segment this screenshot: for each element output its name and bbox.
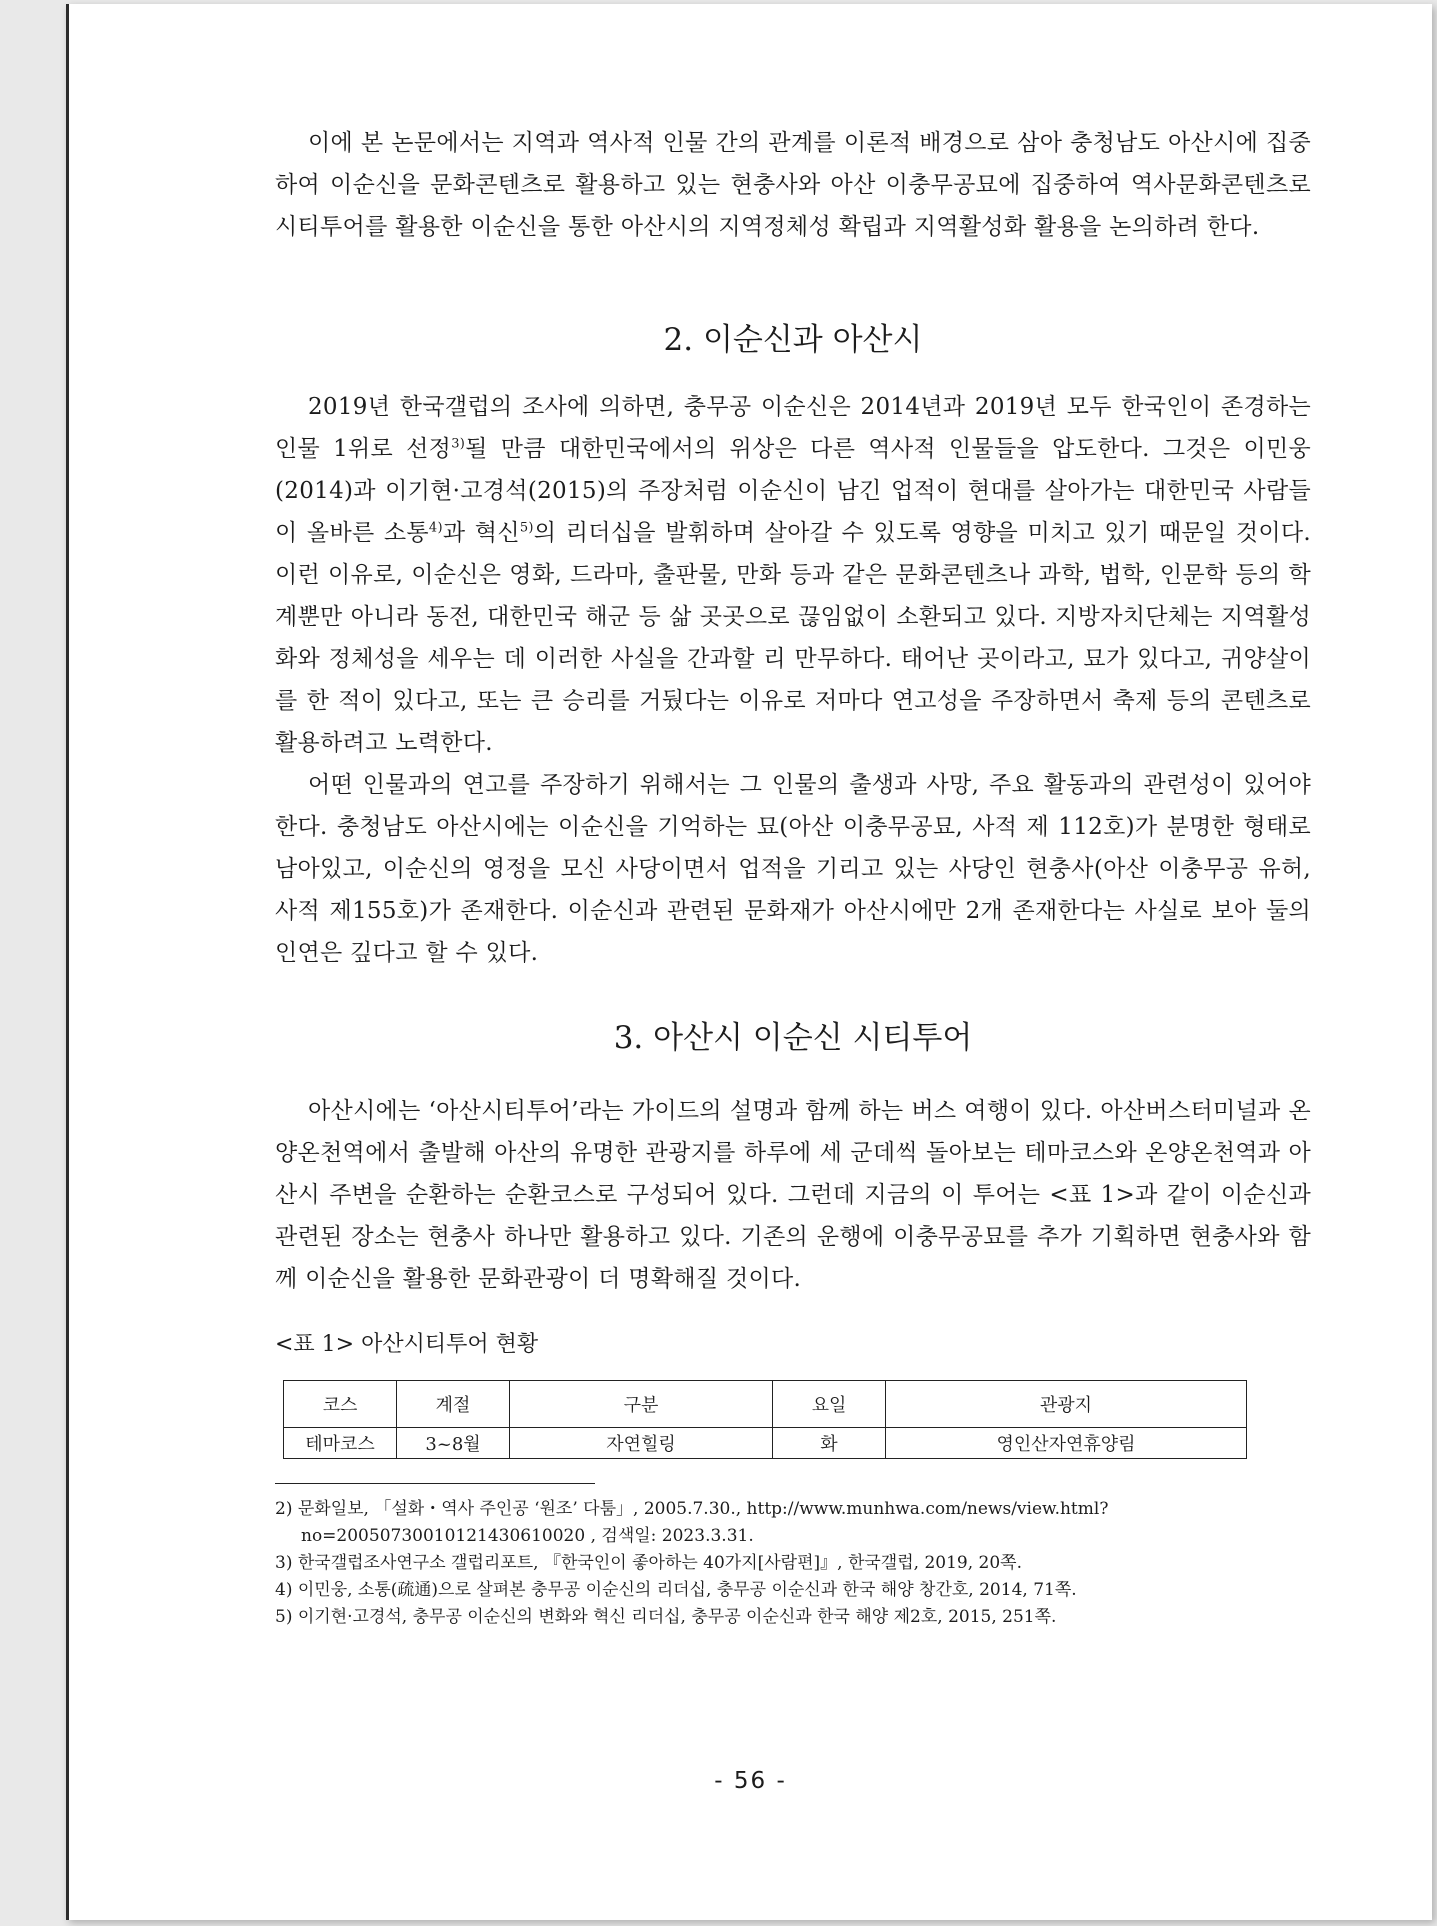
table-header-cell: 관광지 xyxy=(886,1381,1247,1428)
table-cell: 영인산자연휴양림 xyxy=(886,1428,1247,1459)
text-run: 2019년 한국갤럽의 조사에 의하면, 충무공 이순신은 2014년과 2019년 모두 한국인이 존경하는 인물 1위로 선정 xyxy=(275,394,1311,462)
table-header-cell: 계절 xyxy=(397,1381,510,1428)
table-header-cell: 구분 xyxy=(510,1381,773,1428)
section-heading-3: 3. 아산시 이순신 시티투어 xyxy=(613,1020,973,1056)
section2-paragraph-2: 어떤 인물과의 연고를 주장하기 위해서는 그 인물의 출생과 사망, 주요 활동과의 관련성이 있어야 한다. 충청남도 아산시에는 이순신을 기억하는 묘(아산 이충무공묘, 사적 제 112호)가 분명한 형태로 남아있고, 이순신의 영정을 모신 사당이면서 업적을 기리고 있는 사당인 현충사(아산 이충무공 유허, 사적 제155호)가 존재한다. 이순신과 관련된 문화재가 아산시에만 2개 존재한다는 사실로 보아 둘의 인연은 깊다고 할 수 있다. xyxy=(275,772,1311,966)
footnote-ref-5[interactable]: 5) xyxy=(519,520,534,536)
table-cell: 테마코스 xyxy=(284,1428,397,1459)
section3-paragraph-1: 아산시에는 ‘아산시티투어’라는 가이드의 설명과 함께 하는 버스 여행이 있다. 아산버스터미널과 온양온천역에서 출발해 아산의 유명한 관광지를 하루에 세 군데씩 돌아보는 테마코스와 온양온천역과 아산시 주변을 순환하는 순환코스로 구성되어 있다. 그런데 지금의 이 투어는 <표 1>과 같이 이순신과 관련된 장소는 현충사 하나만 활용하고 있다. 기존의 운행에 이충무공묘를 추가 기획하면 현충사와 함께 이순신을 활용한 문화관광이 더 명확해질 것이다. xyxy=(275,1098,1311,1292)
text-run: 의 리더십을 발휘하며 살아갈 수 있도록 영향을 미치고 있기 때문일 것이다. 이런 이유로, 이순신은 영화, 드라마, 출판물, 만화 등과 같은 문화콘텐츠나 과학, 법학, 인문학 등의 학계뿐만 아니라 동전, 대한민국 해군 등 삶 곳곳으로 끊임없이 소환되고 있다. 지방자치단체는 지역활성화와 정체성을 세우는 데 이러한 사실을 간과할 리 만무하다. 태어난 곳이라고, 묘가 있다고, 귀양살이를 한 적이 있다고, 또는 큰 승리를 거뒀다는 이유로 저마다 연고성을 주장하면서 축제 등의 콘텐츠로 활용하려고 노력한다. xyxy=(275,520,1311,756)
intro-paragraph: 이에 본 논문에서는 지역과 역사적 인물 간의 관계를 이론적 배경으로 삼아 충청남도 아산시에 집중하여 이순신을 문화콘텐츠로 활용하고 있는 현충사와 아산 이충무공묘에 집중하여 역사문화콘텐츠로 시티투어를 활용한 이순신을 통한 아산시의 지역정체성 확립과 지역활성화 활용을 논의하려 한다. xyxy=(275,130,1311,240)
table-header-row xyxy=(284,1381,1247,1428)
footnote-ref-4[interactable]: 4) xyxy=(428,520,443,536)
text-run: 될 만큼 대한민국에서의 위상은 다른 역사적 인물들을 압도한다. 그것은 이민웅(2014)과 이기현·고경석(2015)의 주장처럼 이순신이 남긴 업적이 현대를 살아가는 대한민국 사람들이 올바른 소통 xyxy=(275,436,1312,546)
page-content xyxy=(275,122,1311,1631)
text-run: 과 혁신 xyxy=(442,520,520,546)
section2-paragraph-1 xyxy=(275,386,1311,764)
table-cell: 자연힐링 xyxy=(510,1428,773,1459)
footnote-divider xyxy=(275,1483,595,1484)
footnote-4: 4) 이민웅, 소통(疏通)으로 살펴본 충무공 이순신의 리더십, 충무공 이순신과 한국 해양 창간호, 2014, 71쪽. xyxy=(275,1580,1077,1600)
page-number: - 56 - xyxy=(714,1768,787,1794)
section-heading-2: 2. 이순신과 아산시 xyxy=(663,322,923,358)
table-caption: <표 1> 아산시티투어 현황 xyxy=(275,1332,539,1357)
footnote-5: 5) 이기현·고경석, 충무공 이순신의 변화와 혁신 리더십, 충무공 이순신과 한국 해양 제2호, 2015, 251쪽. xyxy=(275,1607,1057,1627)
footnote-2: 2) 문화일보, 「설화・역사 주인공 ‘원조’ 다툼」, 2005.7.30., http://www.munhwa.com/news/view.html?no=20050730010121430610020 , 검색일: 2023.3.31. xyxy=(275,1499,1109,1546)
table-cell: 화 xyxy=(773,1428,886,1459)
city-tour-table xyxy=(283,1380,1247,1459)
footnotes xyxy=(275,1496,1311,1631)
table-row xyxy=(284,1428,1247,1459)
table-header-cell: 코스 xyxy=(284,1381,397,1428)
table-cell: 3~8월 xyxy=(397,1428,510,1459)
footnote-3: 3) 한국갤럽조사연구소 갤럽리포트, 『한국인이 좋아하는 40가지[사람편]』, 한국갤럽, 2019, 20쪽. xyxy=(275,1553,1022,1573)
footnote-ref-3[interactable]: 3) xyxy=(451,436,466,452)
table-header-cell: 요일 xyxy=(773,1381,886,1428)
document-page xyxy=(66,4,1432,1920)
